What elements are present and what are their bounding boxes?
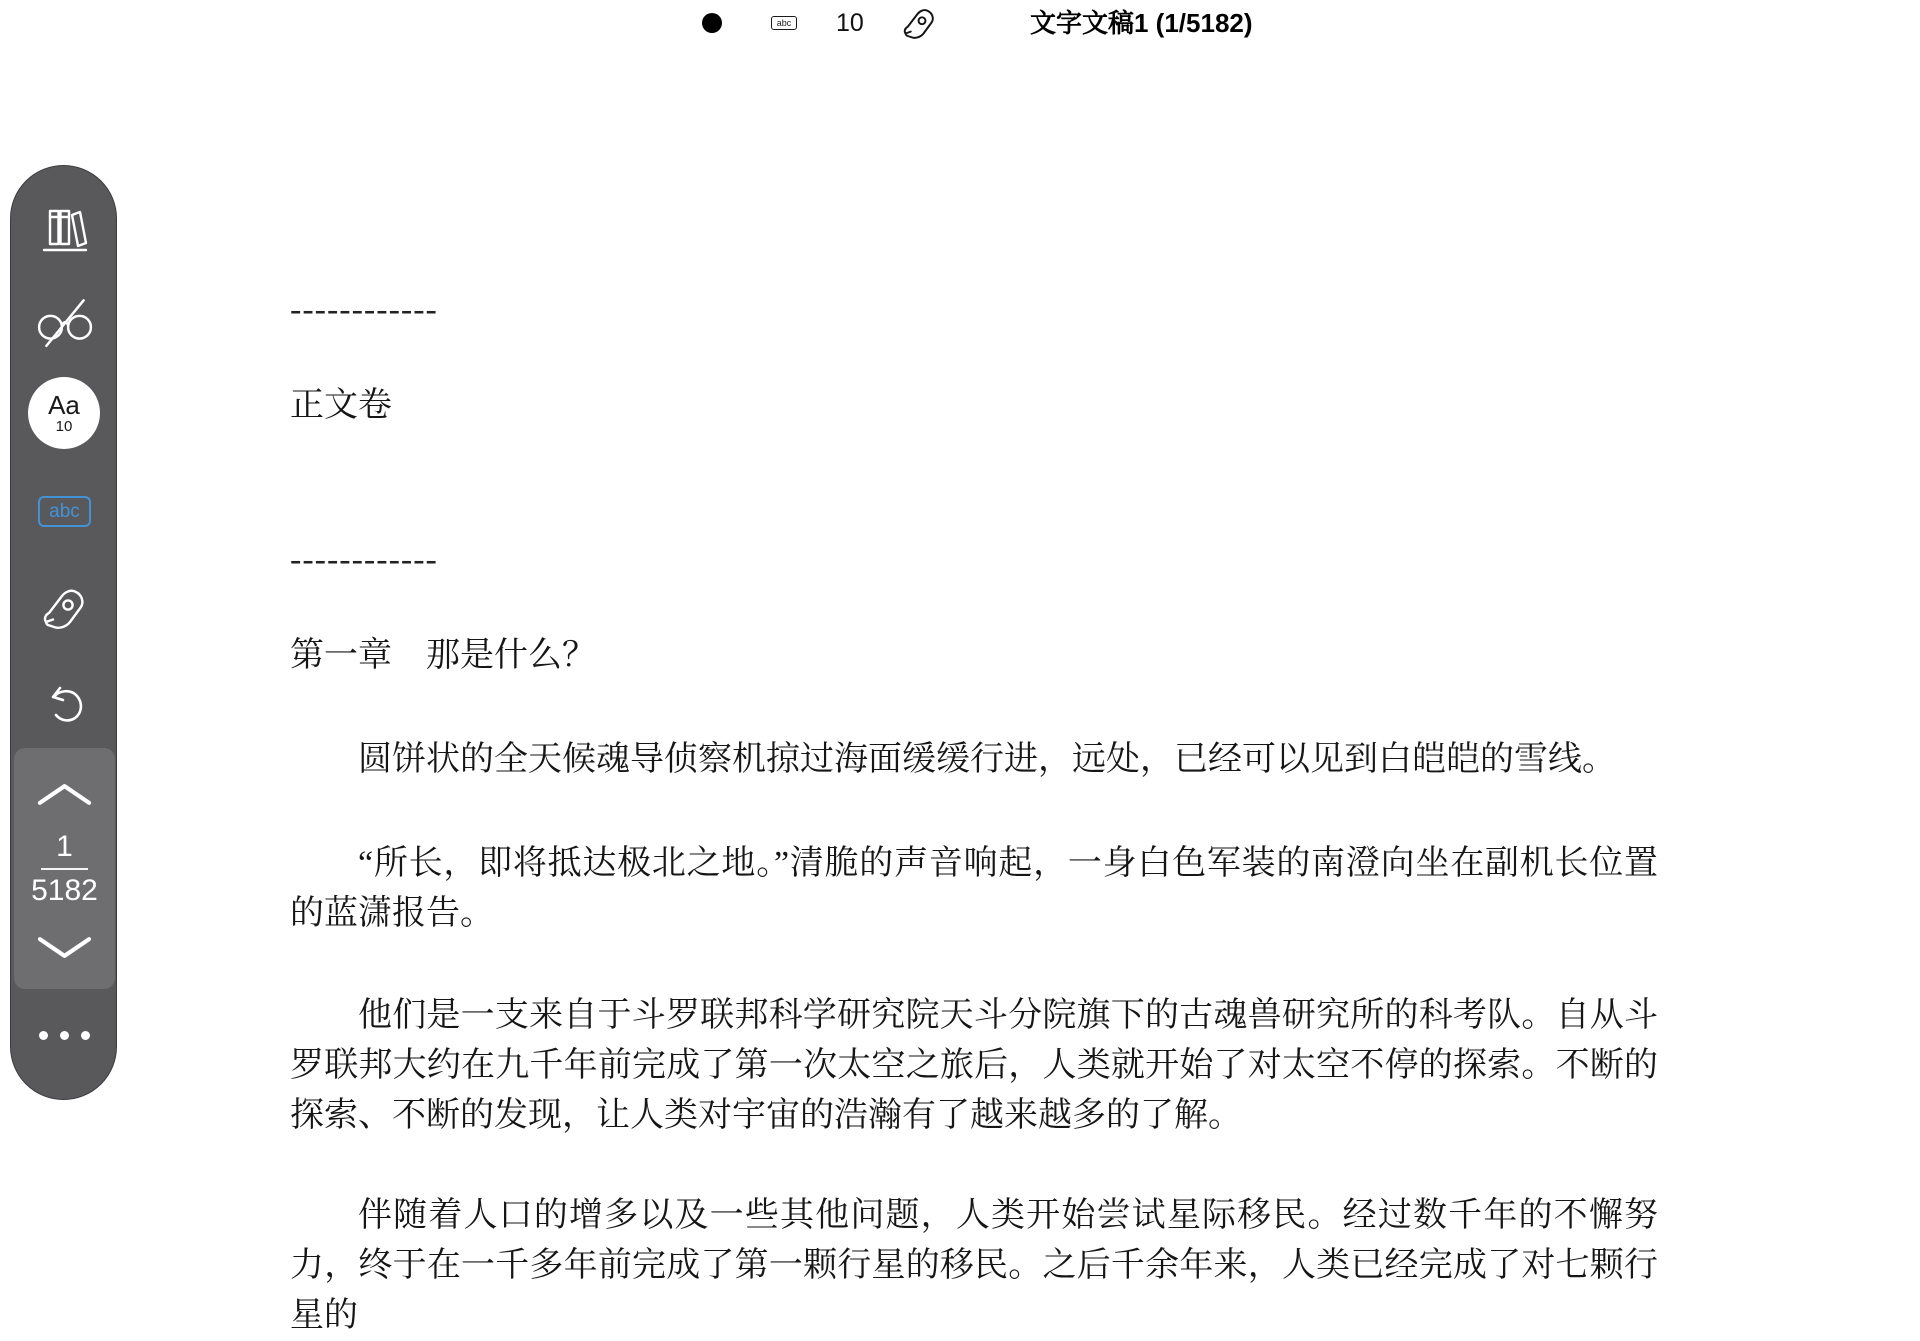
hand-tool-button[interactable] <box>39 583 89 633</box>
page-down-button[interactable] <box>36 934 93 962</box>
reader-content <box>290 285 1658 1341</box>
document-title: 文字文稿1 (1/5182) <box>1030 8 1253 38</box>
page-divider <box>41 868 88 870</box>
font-size-label: Aa <box>48 389 80 420</box>
glasses-slash-icon <box>36 292 94 350</box>
font-size-current: 10 <box>55 417 73 435</box>
body-paragraph: “所长，即将抵达极北之地。”清脆的声音响起，一身白色军装的南澄向坐在副机长位置的蓝潇报告。 <box>290 845 1658 932</box>
ellipsis-icon <box>60 1031 69 1040</box>
ellipsis-icon <box>81 1031 90 1040</box>
hand-gesture-icon <box>900 5 938 41</box>
library-button[interactable] <box>39 204 91 256</box>
chapter-title: 第一章 那是什么？ <box>290 637 596 674</box>
bookshelf-icon <box>40 205 90 255</box>
abc-status-icon: abc <box>771 16 797 30</box>
body-paragraph: 圆饼状的全天候魂导侦察机掠过海面缓缓行进，远处，已经可以见到白皑皑的雪线。 <box>358 741 1616 778</box>
chevron-up-icon <box>36 781 93 807</box>
page-navigator <box>14 748 115 989</box>
font-size-status: 10 <box>836 9 864 37</box>
total-pages: 5182 <box>31 874 98 907</box>
status-dot-icon <box>702 13 722 33</box>
section-divider-top: ------------ <box>290 291 438 328</box>
current-page: 1 <box>56 830 73 863</box>
undo-arrow-icon <box>41 681 87 727</box>
section-divider-bottom: ------------ <box>290 541 438 578</box>
more-options-button[interactable] <box>35 1021 94 1049</box>
chevron-down-icon <box>36 935 93 961</box>
page-up-button[interactable] <box>36 780 93 808</box>
volume-title: 正文卷 <box>290 387 392 424</box>
reader-toolbar <box>10 165 117 1100</box>
body-paragraph: 他们是一支来自于斗罗联邦科学研究院天斗分院旗下的古魂兽研究所的科考队。自从斗罗联邦大约在九千年前完成了第一次太空之旅后，人类就开始了对太空不停的探索。不断的探索、不断的发现，让人类对宇宙的浩瀚有了越来越多的了解。 <box>290 997 1658 1134</box>
font-size-button[interactable] <box>28 377 100 449</box>
body-paragraph: 伴随着人口的增多以及一些其他问题，人类开始尝试星际移民。经过数千年的不懈努力，终于在一千多年前完成了第一颗行星的移民。之后千余年来，人类已经完成了对七颗行星的 <box>290 1197 1658 1334</box>
top-status-bar <box>0 0 1920 46</box>
word-lookup-button[interactable]: abc <box>38 496 91 527</box>
ellipsis-icon <box>39 1031 48 1040</box>
reading-mode-button[interactable] <box>36 292 94 350</box>
hand-gesture-icon <box>39 584 89 632</box>
undo-button[interactable] <box>40 680 88 728</box>
